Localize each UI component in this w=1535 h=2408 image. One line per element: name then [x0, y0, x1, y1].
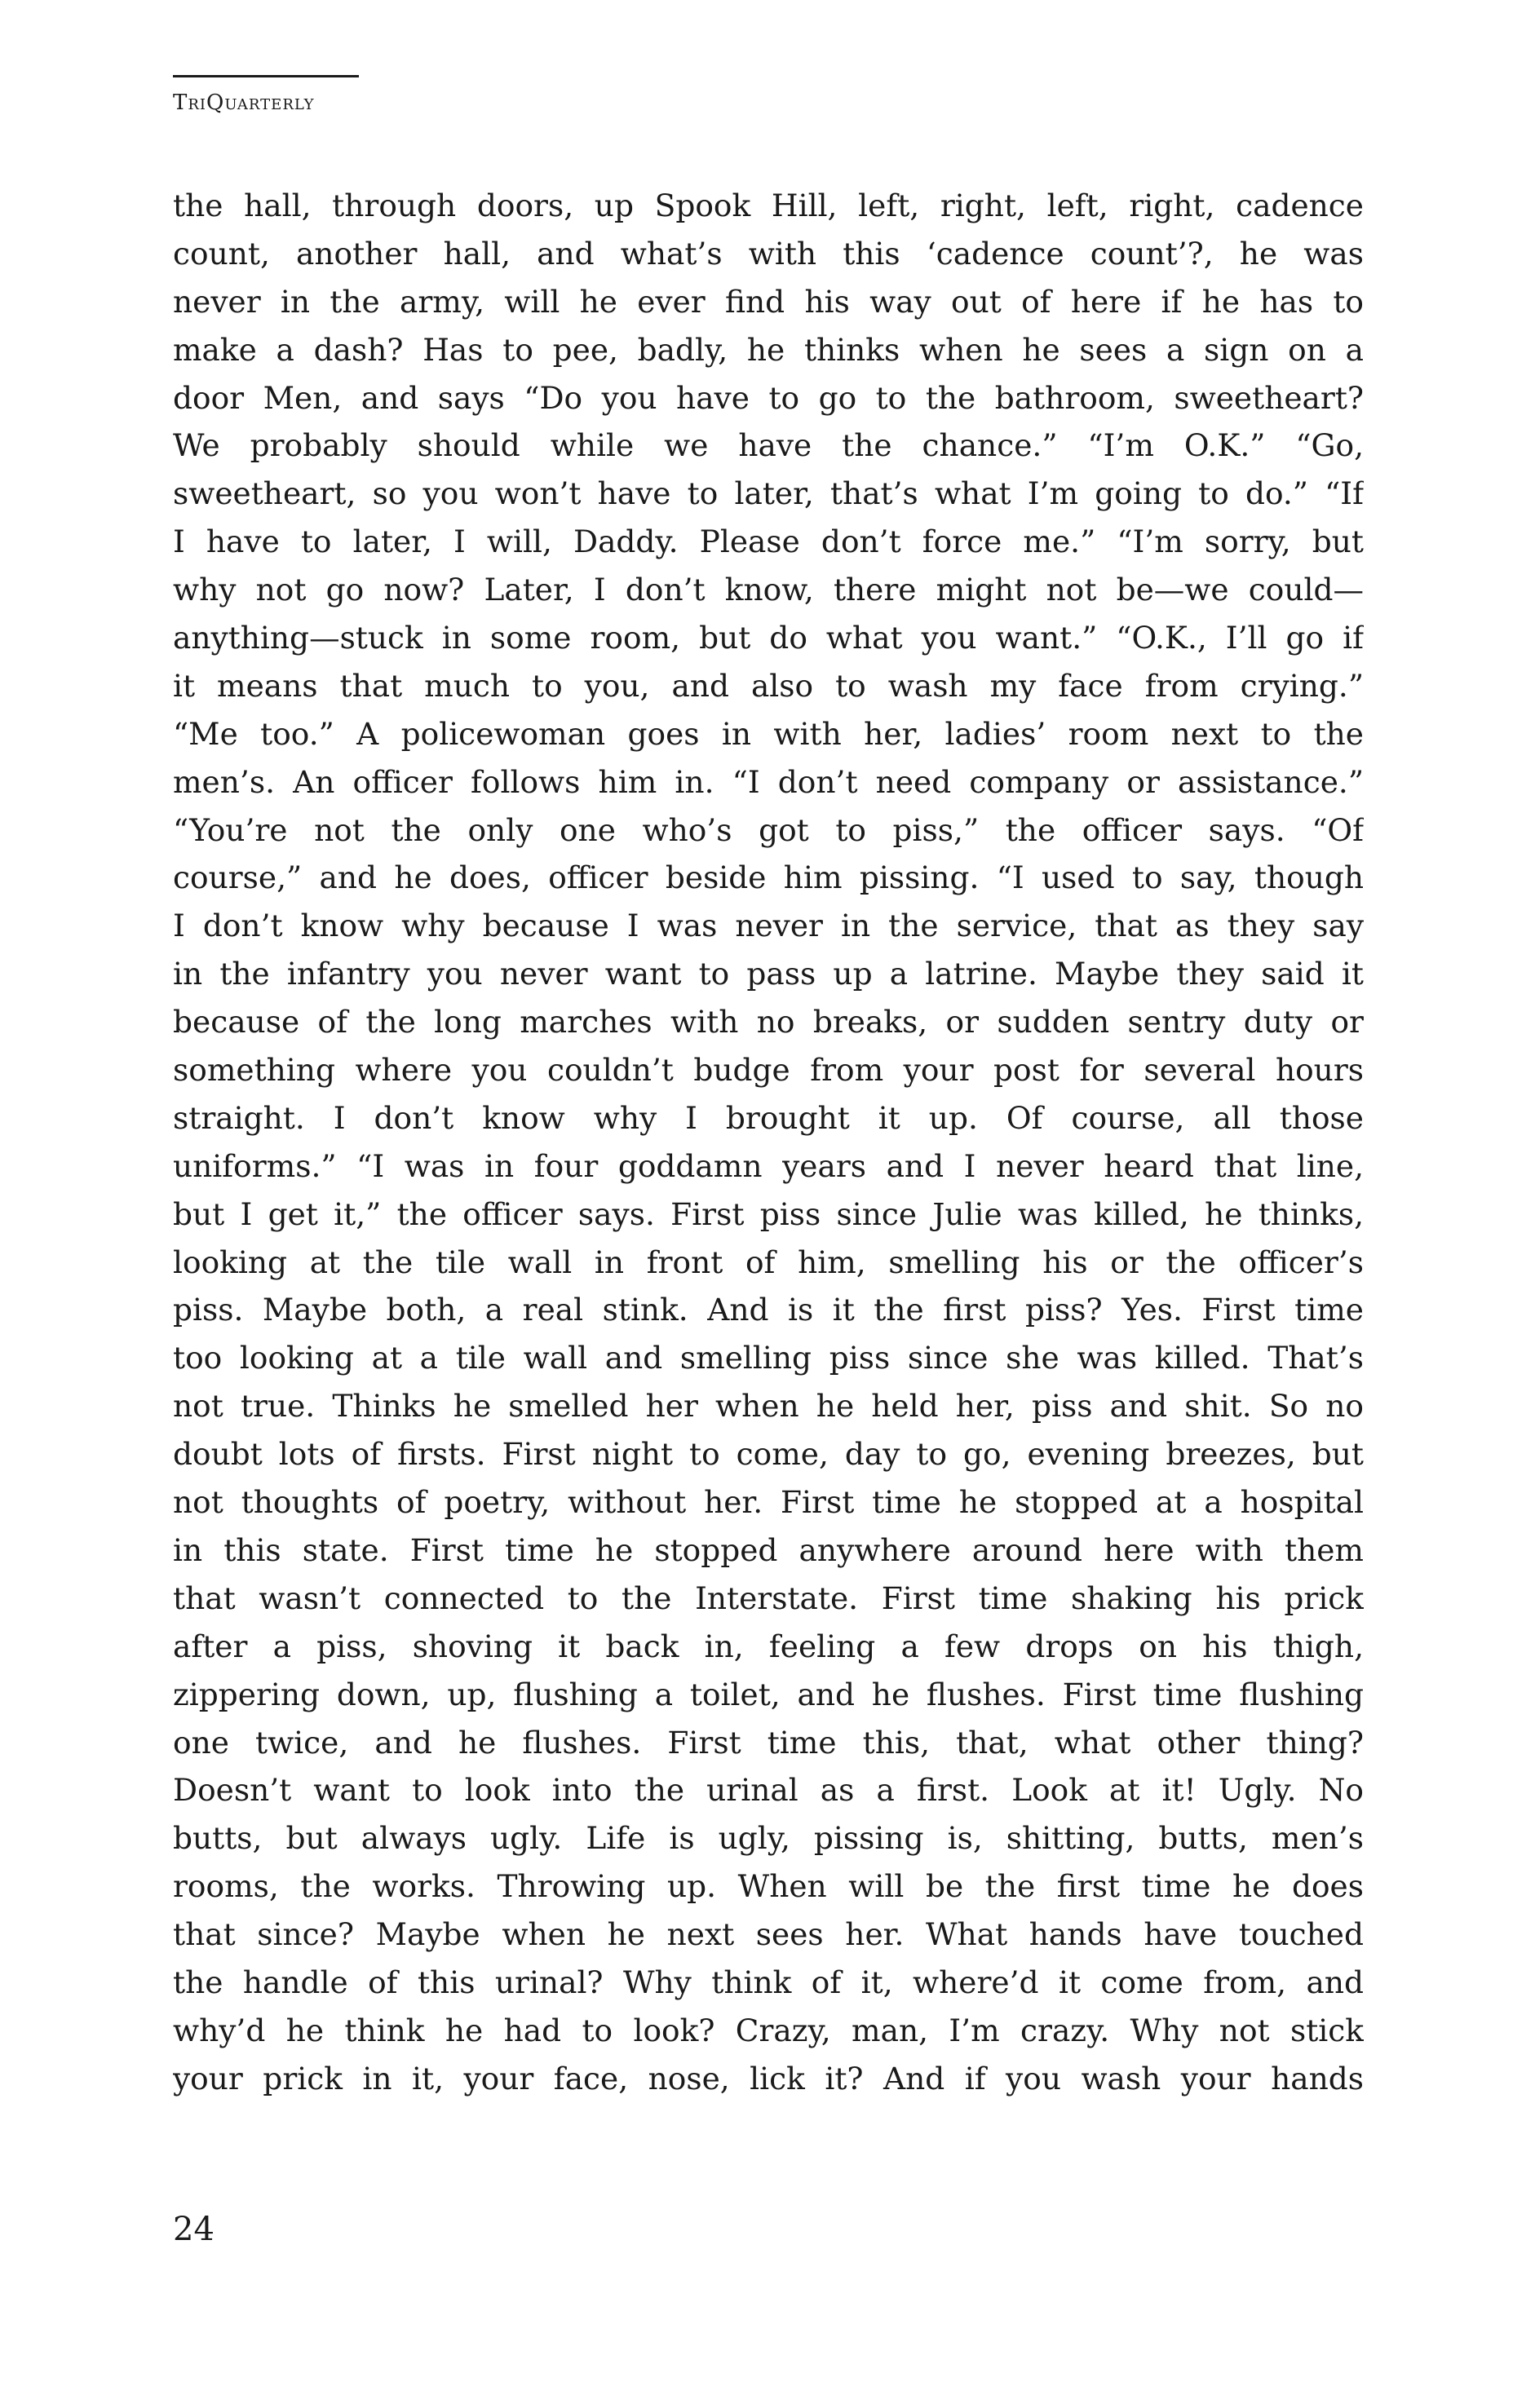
text-line: because of the long marches with no breaks, or sudden sentry duty or: [173, 1004, 1364, 1041]
text-line: one twice, and he flushes. First time this, that, what other thing?: [173, 1724, 1364, 1761]
text-line: make a dash? Has to pee, badly, he thinks when he sees a sign on a: [173, 331, 1364, 368]
text-line: We probably should while we have the chance.” “I’m O.K.” “Go,: [173, 427, 1364, 464]
text-line: it means that much to you, and also to wash my face from crying.”: [173, 667, 1364, 704]
text-line: sweetheart, so you won’t have to later, that’s what I’m going to do.” “If: [173, 475, 1364, 512]
header-rule: [173, 75, 359, 77]
text-line: uniforms.” “I was in four goddamn years and I never heard that line,: [173, 1147, 1364, 1184]
text-line: zippering down, up, flushing a toilet, and he flushes. First time flushing: [173, 1676, 1364, 1712]
text-line: something where you couldn’t budge from your post for several hours: [173, 1052, 1364, 1089]
text-line: I have to later, I will, Daddy. Please don’t force me.” “I’m sorry, but: [173, 524, 1364, 560]
text-line: men’s. An officer follows him in. “I don’t need company or assistance.”: [173, 763, 1364, 800]
journal-title: TriQuarterly: [173, 91, 315, 115]
page-number: 24: [173, 2211, 215, 2248]
text-line: but I get it,” the officer says. First piss since Julie was killed, he thinks,: [173, 1195, 1364, 1232]
text-line: doubt lots of firsts. First night to come, day to go, evening breezes, but: [173, 1436, 1364, 1473]
running-head: [173, 75, 361, 115]
text-line: rooms, the works. Throwing up. When will be the first time he does: [173, 1868, 1364, 1905]
text-line: why’d he think he had to look? Crazy, man, I’m crazy. Why not stick: [173, 2012, 1364, 2048]
text-line: the handle of this urinal? Why think of it, where’d it come from, and: [173, 1964, 1364, 2000]
text-line: I don’t know why because I was never in the service, that as they say: [173, 908, 1364, 944]
text-line: never in the army, will he ever find his way out of here if he has to: [173, 283, 1364, 320]
text-line: in the infantry you never want to pass up a latrine. Maybe they said it: [173, 956, 1364, 992]
text-line: why not go now? Later, I don’t know, there might not be—we could—: [173, 572, 1364, 608]
text-line: the hall, through doors, up Spook Hill, left, right, left, right, cadence: [173, 188, 1364, 223]
text-line: anything—stuck in some room, but do what you want.” “O.K., I’ll go if: [173, 620, 1364, 656]
text-line: Doesn’t want to look into the urinal as a first. Look at it! Ugly. No: [173, 1772, 1364, 1809]
text-line: door Men, and says “Do you have to go to the bathroom, sweetheart?: [173, 379, 1364, 416]
text-line: “You’re not the only one who’s got to piss,” the officer says. “Of: [173, 811, 1364, 848]
text-line: too looking at a tile wall and smelling piss since she was killed. That’s: [173, 1340, 1364, 1376]
text-line: course,” and he does, officer beside him pissing. “I used to say, though: [173, 859, 1364, 896]
text-line: in this state. First time he stopped anywhere around here with them: [173, 1531, 1364, 1568]
text-line: “Me too.” A policewoman goes in with her, ladies’ room next to the: [173, 715, 1364, 752]
text-line: that since? Maybe when he next sees her. What hands have touched: [173, 1916, 1364, 1953]
text-line: after a piss, shoving it back in, feeling a few drops on his thigh,: [173, 1628, 1364, 1664]
body-text: [173, 182, 1364, 2103]
text-line: that wasn’t connected to the Interstate. First time shaking his prick: [173, 1580, 1364, 1616]
text-line: not true. Thinks he smelled her when he held her, piss and shit. So no: [173, 1388, 1364, 1425]
text-line: piss. Maybe both, a real stink. And is it the first piss? Yes. First time: [173, 1292, 1364, 1328]
text-line: not thoughts of poetry, without her. First time he stopped at a hospital: [173, 1484, 1364, 1521]
text-line: butts, but always ugly. Life is ugly, pissing is, shitting, butts, men’s: [173, 1820, 1364, 1857]
text-line: your prick in it, your face, nose, lick it? And if you wash your hands: [173, 2060, 1364, 2097]
text-line: looking at the tile wall in front of him, smelling his or the officer’s: [173, 1244, 1364, 1280]
text-line: straight. I don’t know why I brought it up. Of course, all those: [173, 1099, 1364, 1136]
text-line: count, another hall, and what’s with this ‘cadence count’?, he was: [173, 235, 1364, 272]
